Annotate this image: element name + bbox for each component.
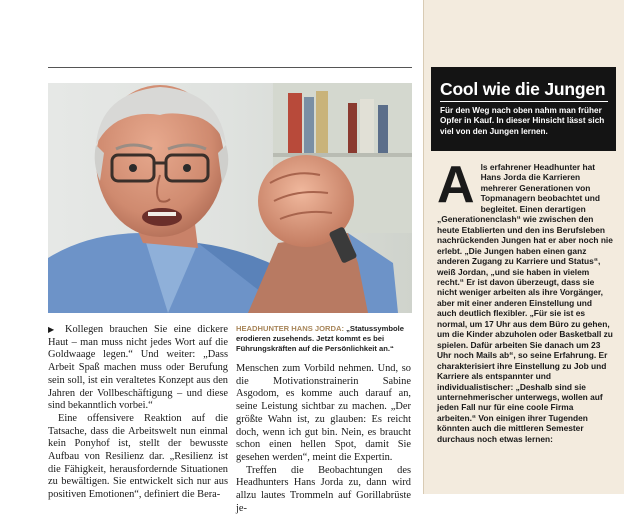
article-paragraph: Treffen die Beobachtungen des Headhunters Hans Jorda zu, dann wird allzu lautes Trommeln auf Gorillabrüste je- xyxy=(236,464,411,514)
sidebar-title-rule xyxy=(440,101,608,102)
sidebar-header-box xyxy=(431,67,616,151)
article-paragraph: Menschen zum Vorbild nehmen. Und, so die Motivationstrainerin Sabine Asgodom, es komme auch darauf an, seine Leistung sichtbar zu machen. „Der größte Wahn ist, zu glauben: Es reicht doch, wenn ich gut bin. Nein, es braucht schon einen hellen Spot, damit Sie gesehen werden“, meint die Expertin. xyxy=(236,363,411,463)
sidebar-body-text: ls erfahrener Headhunter hat Hans Jorda die Karrieren mehrerer Generationen von Topmanagern beobachtet und begleitet. Einen derartigen „Generationenclash“ wie zwischen den heute Etablierten und den ins Berufsleben nachrückenden Jungen hat er aber noch nie erlebt. „Die Jungen haben einen ganz anderen Zugang zu Karriere und Status“, weiß Jordan, „und sie haben in vielem recht.“ Er ist davon überzeugt, dass sie nicht weniger arbeiten als ihre Vorgänger, aber mit einer anderen Einstellung und auch deutlich flexibler. „Für sie ist es normal, um 17 Uhr aus dem Büro zu gehen, um die Kinder abzuholen oder Basketball zu spielen. Dafür arbeiten Sie danach um 23 Uhr noch Mails ab“, so seine Erfahrung. Er charakterisiert ihre Einstellung zu Job und Karriere als entspannter und individualistischer: „Deshalb sind sie unternehmerischer unterwegs, wollen auf jeden Fall nur für eine coole Firma arbeiten.“ Von einigen ihrer Tugenden könnten auch die mittleren Semester durchaus noch etwas lernen: xyxy=(437,162,613,444)
sidebar-title: Cool wie die Jungen xyxy=(440,79,606,99)
article-paragraph: ▶ Kollegen brauchen Sie eine dickere Haut – man muss nicht jedes Wort auf die Goldwaage legen.“ Und weiter: „Dass Arbeit Spaß machen muss oder Berufung sein soll, ist ein veraltetes Konzept aus den Jahren der Vollbeschäftigung – und diese sind bekanntlich vorbei.“ xyxy=(48,324,228,412)
sidebar-panel xyxy=(423,0,624,494)
sidebar-lead: Für den Weg nach oben nahm man früher Opfer in Kauf. In dieser Hinsicht lässt sich viel von den Jungen lernen. xyxy=(440,106,605,136)
arrow-marker-icon: ▶ xyxy=(48,325,58,334)
article-paragraph: Eine offensivere Reaktion auf die Tatsache, dass die Arbeitswelt nun einmal kein Ponyhof ist, stellt der bewusste Aufbau von Resilienz dar. „Resilienz ist die Fähigkeit, herausfordernde Situationen zu bewältigen. Sie entwickelt sich nur aus positiven Emotionen“, definiert die Bera- xyxy=(48,412,228,501)
sidebar-dropcap: A xyxy=(437,156,475,214)
top-rule xyxy=(48,67,412,68)
caption-text: „Statussymbole erodieren zusehends. Jetzt kommt es bei Führungskräften auf die Persönlichkeit an.“ xyxy=(236,324,404,353)
caption-label: HEADHUNTER HANS JORDA: xyxy=(236,324,345,333)
article-left-column xyxy=(48,324,228,502)
portrait-photo xyxy=(48,83,412,313)
sidebar-body xyxy=(437,156,613,444)
photo-caption xyxy=(236,324,411,354)
sidebar-divider xyxy=(423,0,424,494)
article-middle-column xyxy=(236,363,411,515)
